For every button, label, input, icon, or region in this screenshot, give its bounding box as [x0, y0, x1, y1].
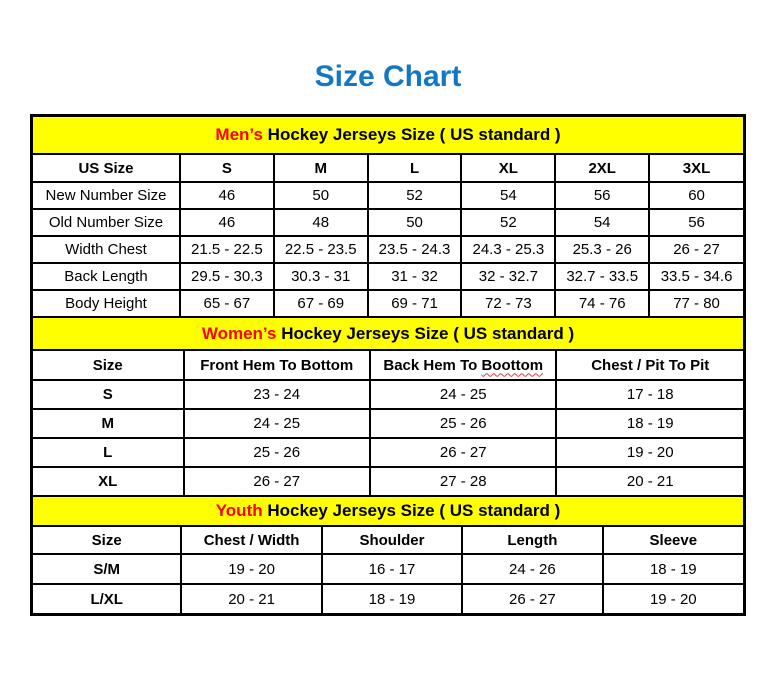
row-label-cell: XL	[33, 467, 184, 496]
size-value-cell: 50	[274, 182, 368, 209]
column-header-cell: L	[368, 154, 462, 182]
size-value-cell: 16 - 17	[322, 554, 462, 584]
column-header-cell: US Size	[33, 154, 180, 182]
size-value-cell: 48	[274, 209, 368, 236]
misspelled-word: Boottom	[481, 356, 544, 374]
size-value-cell: 24 - 26	[462, 554, 602, 584]
mens-column-header-row	[33, 154, 743, 182]
row-label-cell: S/M	[33, 554, 181, 584]
womens-column-header-row	[33, 350, 743, 380]
size-value-cell: 32 - 32.7	[461, 263, 555, 290]
size-value-cell: 77 - 80	[649, 290, 743, 317]
youth-section-highlight: Youth	[215, 501, 263, 520]
size-chart	[30, 114, 746, 616]
size-value-cell: 32.7 - 33.5	[555, 263, 649, 290]
size-value-cell: 72 - 73	[461, 290, 555, 317]
column-header-cell: Shoulder	[322, 526, 462, 554]
size-value-cell: 19 - 20	[181, 554, 321, 584]
size-value-cell: 52	[368, 182, 462, 209]
size-value-cell: 24.3 - 25.3	[461, 236, 555, 263]
size-value-cell: 74 - 76	[555, 290, 649, 317]
womens-section-header-row	[33, 318, 743, 350]
page-title: Size Chart	[314, 60, 462, 93]
size-value-cell: 23 - 24	[184, 380, 370, 409]
size-value-cell: 56	[555, 182, 649, 209]
table-row	[33, 584, 743, 613]
size-value-cell: 56	[649, 209, 743, 236]
column-header-cell: Front Hem To Bottom	[184, 350, 370, 380]
size-value-cell: 18 - 19	[322, 584, 462, 613]
mens-table-body	[33, 182, 743, 317]
size-value-cell: 54	[555, 209, 649, 236]
table-row	[33, 209, 743, 236]
size-value-cell: 23.5 - 24.3	[368, 236, 462, 263]
size-value-cell: 21.5 - 22.5	[180, 236, 274, 263]
column-header-cell: XL	[461, 154, 555, 182]
row-label-cell: Back Length	[33, 263, 180, 290]
column-header-cell: Chest / Pit To Pit	[556, 350, 743, 380]
row-label-cell: L/XL	[33, 584, 181, 613]
table-row	[33, 554, 743, 584]
column-header-cell: 3XL	[649, 154, 743, 182]
column-header-cell: Size	[33, 350, 184, 380]
size-value-cell: 25.3 - 26	[555, 236, 649, 263]
size-value-cell: 24 - 25	[370, 380, 556, 409]
mens-section-highlight: Men’s	[215, 125, 263, 144]
size-value-cell: 18 - 19	[556, 409, 743, 438]
column-header-cell: Size	[33, 526, 181, 554]
row-label-cell: Body Height	[33, 290, 180, 317]
size-value-cell: 60	[649, 182, 743, 209]
column-header-cell: Sleeve	[603, 526, 743, 554]
table-row	[33, 236, 743, 263]
mens-section-header	[33, 117, 743, 154]
column-header-cell: M	[274, 154, 368, 182]
size-value-cell: 25 - 26	[370, 409, 556, 438]
womens-table-body	[33, 380, 743, 496]
row-label-cell: M	[33, 409, 184, 438]
size-value-cell: 46	[180, 182, 274, 209]
size-value-cell: 20 - 21	[556, 467, 743, 496]
youth-section-title-rest: Hockey Jerseys Size ( US standard )	[262, 501, 561, 520]
size-value-cell: 69 - 71	[368, 290, 462, 317]
size-value-cell: 29.5 - 30.3	[180, 263, 274, 290]
table-row	[33, 380, 743, 409]
table-row	[33, 438, 743, 467]
mens-size-table	[33, 117, 743, 318]
womens-section-title-rest: Hockey Jerseys Size ( US standard )	[276, 323, 575, 343]
table-row	[33, 182, 743, 209]
row-label-cell: New Number Size	[33, 182, 180, 209]
womens-section-highlight: Women’s	[201, 323, 277, 343]
column-header-cell: 2XL	[555, 154, 649, 182]
column-header-cell: Back Hem To Boottom	[370, 350, 556, 380]
youth-section-header-row	[33, 497, 743, 526]
size-value-cell: 31 - 32	[368, 263, 462, 290]
size-value-cell: 25 - 26	[184, 438, 370, 467]
size-value-cell: 33.5 - 34.6	[649, 263, 743, 290]
size-value-cell: 26 - 27	[462, 584, 602, 613]
size-value-cell: 18 - 19	[603, 554, 743, 584]
size-value-cell: 19 - 20	[556, 438, 743, 467]
size-value-cell: 19 - 20	[603, 584, 743, 613]
table-row	[33, 263, 743, 290]
size-value-cell: 52	[461, 209, 555, 236]
table-row	[33, 290, 743, 317]
size-value-cell: 26 - 27	[184, 467, 370, 496]
size-value-cell: 26 - 27	[370, 438, 556, 467]
womens-size-table	[33, 318, 743, 497]
youth-size-table	[33, 497, 743, 613]
size-value-cell: 67 - 69	[274, 290, 368, 317]
size-value-cell: 54	[461, 182, 555, 209]
column-header-cell: Chest / Width	[181, 526, 321, 554]
size-value-cell: 17 - 18	[556, 380, 743, 409]
size-value-cell: 20 - 21	[181, 584, 321, 613]
size-value-cell: 26 - 27	[649, 236, 743, 263]
size-value-cell: 50	[368, 209, 462, 236]
mens-section-header-row	[33, 117, 743, 154]
womens-section-header	[33, 318, 743, 350]
table-row	[33, 409, 743, 438]
size-value-cell: 46	[180, 209, 274, 236]
column-header-cell: S	[180, 154, 274, 182]
size-value-cell: 65 - 67	[180, 290, 274, 317]
size-value-cell: 24 - 25	[184, 409, 370, 438]
size-value-cell: 27 - 28	[370, 467, 556, 496]
mens-section-title-rest: Hockey Jerseys Size ( US standard )	[262, 125, 561, 144]
column-header-cell: Length	[462, 526, 602, 554]
youth-section-header	[33, 497, 743, 526]
table-row	[33, 467, 743, 496]
size-value-cell: 30.3 - 31	[274, 263, 368, 290]
youth-table-body	[33, 554, 743, 613]
size-value-cell: 22.5 - 23.5	[274, 236, 368, 263]
row-label-cell: Width Chest	[33, 236, 180, 263]
row-label-cell: Old Number Size	[33, 209, 180, 236]
youth-column-header-row	[33, 526, 743, 554]
row-label-cell: L	[33, 438, 184, 467]
row-label-cell: S	[33, 380, 184, 409]
